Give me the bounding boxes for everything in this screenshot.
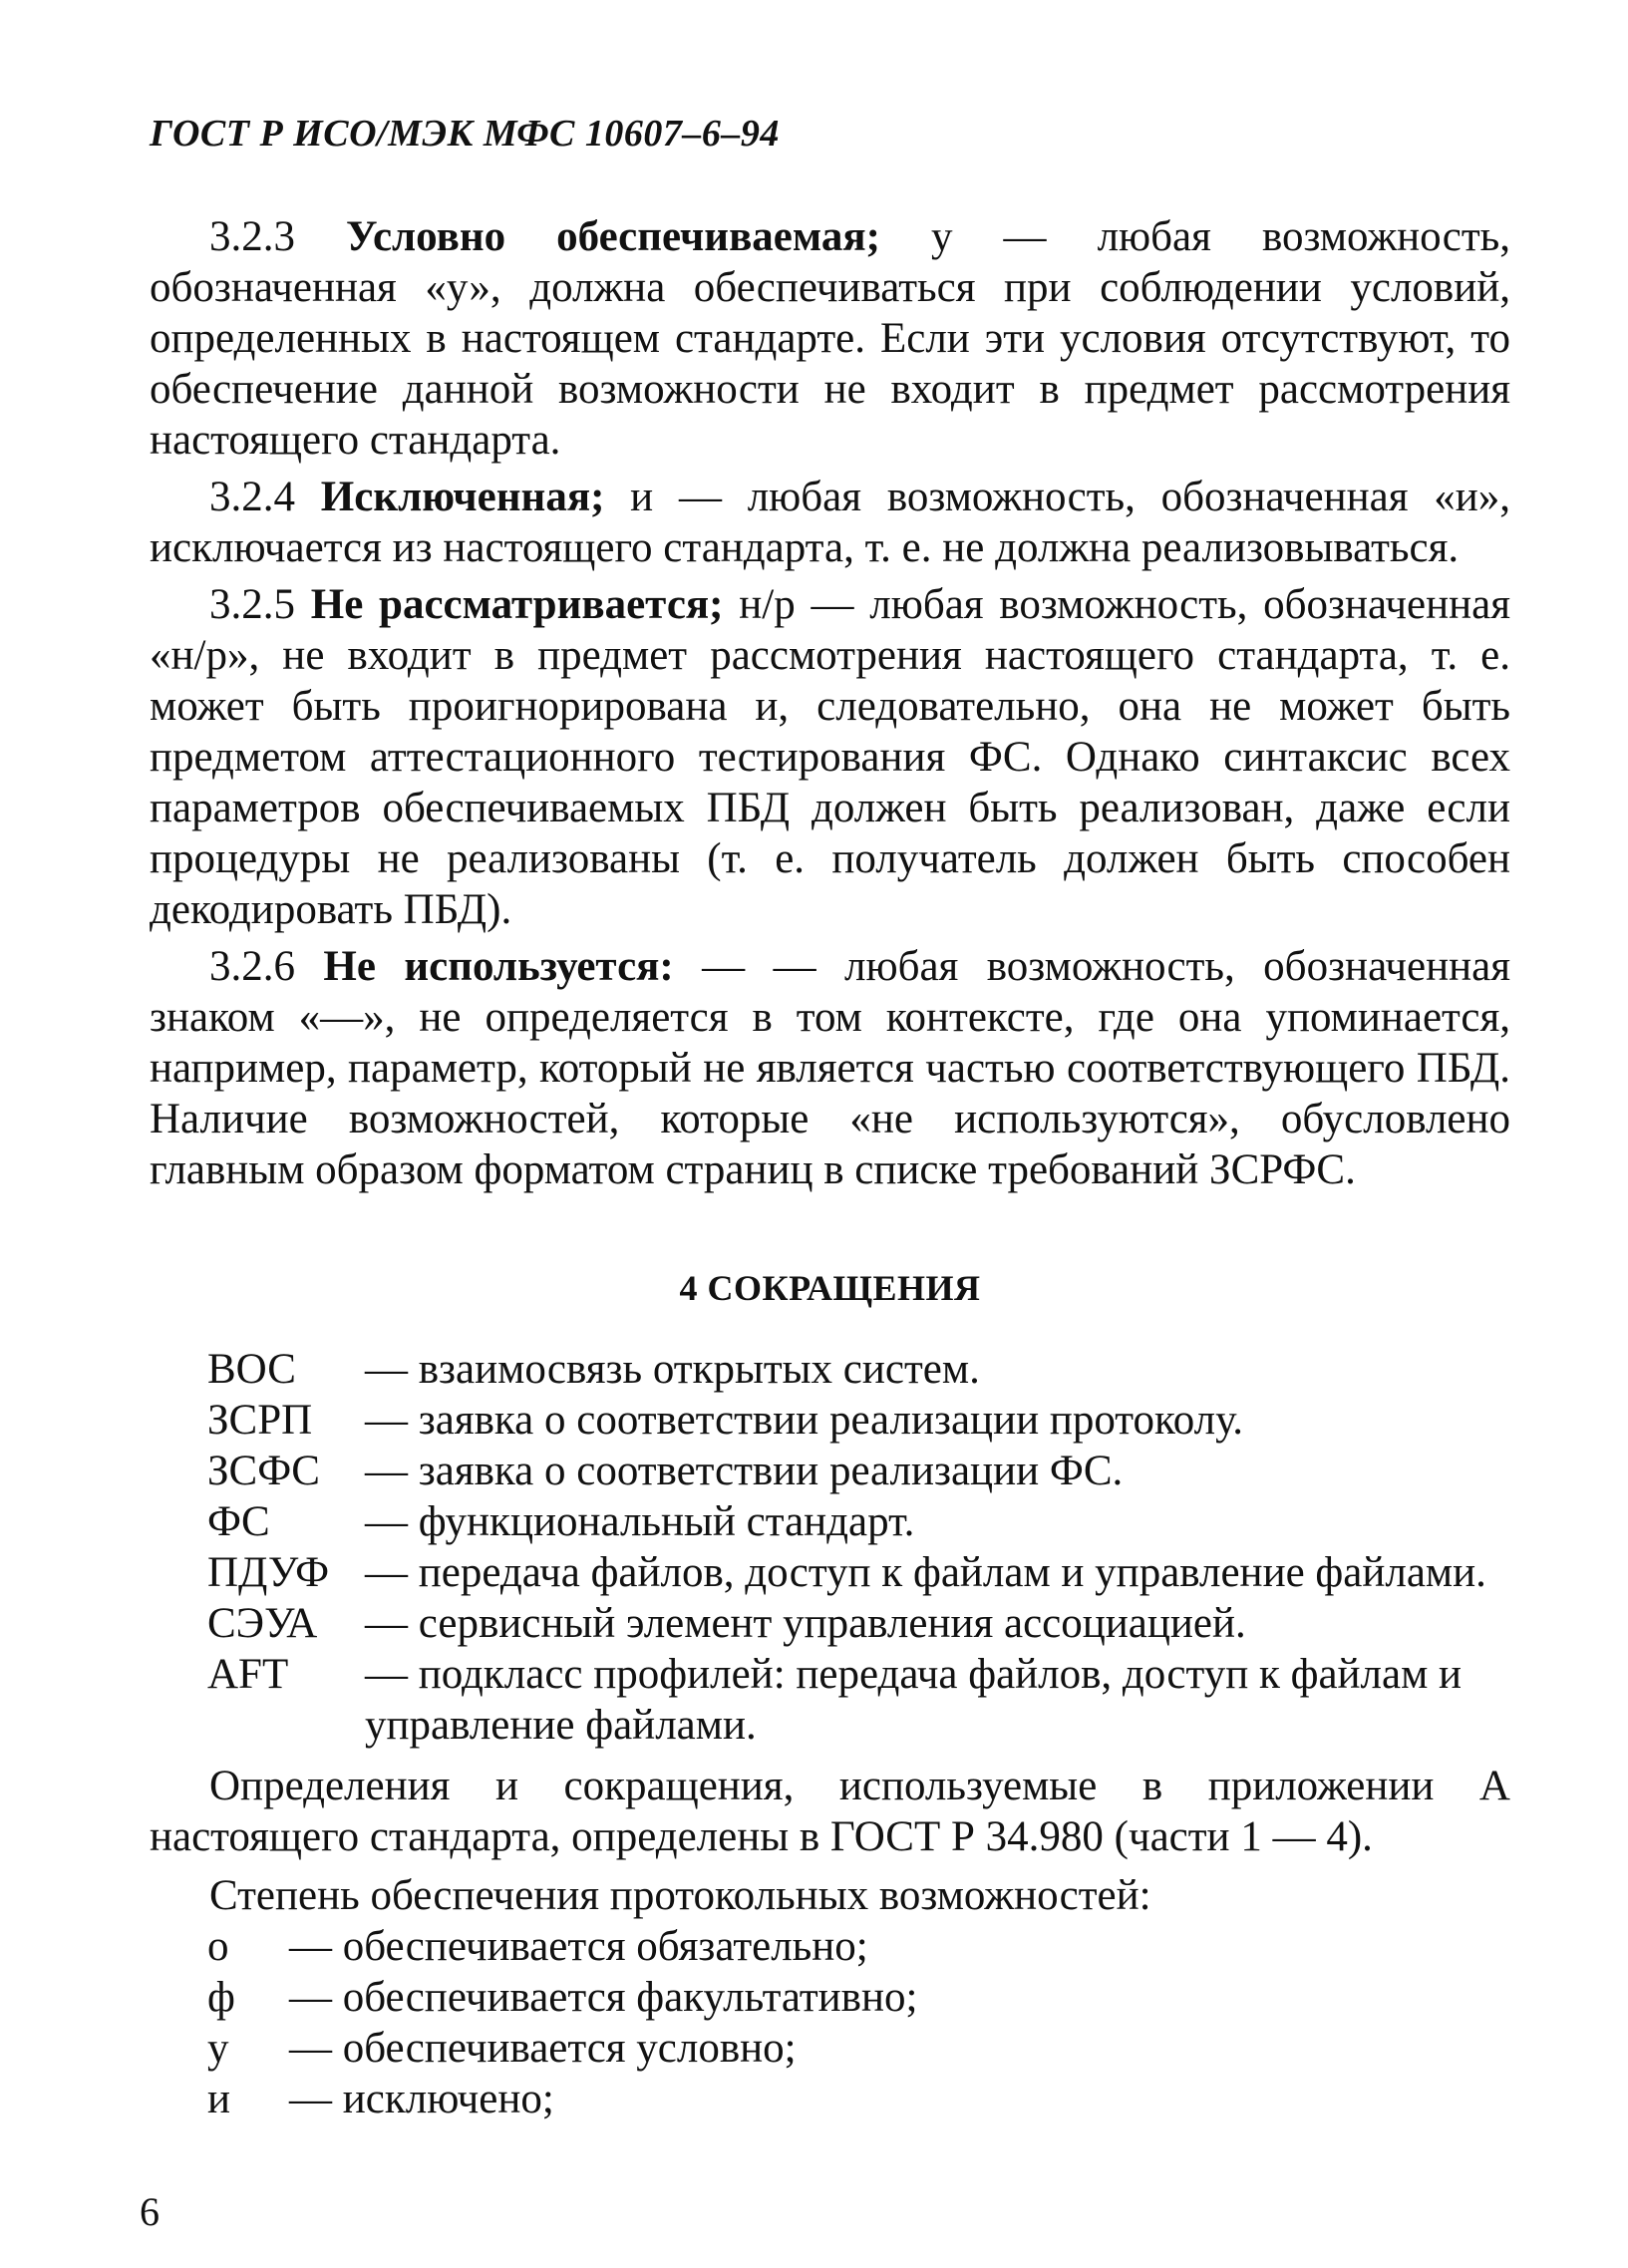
- abbreviation-code: СЭУА: [207, 1600, 318, 1647]
- abbreviation-list: [207, 1344, 1510, 1751]
- degree-row: [207, 1972, 1510, 2023]
- running-head: ГОСТ Р ИСО/МЭК МФС 10607–6–94: [150, 113, 780, 155]
- degree-row: [207, 2074, 1510, 2124]
- clause-3-2-6: [150, 941, 1510, 1195]
- clause-3-2-3: [150, 211, 1510, 466]
- abbreviation-row: [207, 1395, 1510, 1446]
- abbreviation-code: ВОС: [207, 1346, 296, 1393]
- clause-number: 3.2.6: [209, 943, 295, 990]
- abbreviation-definition: — подкласс профилей: передача файлов, доступ к файлам и управление файлами.: [365, 1651, 1463, 1749]
- clause-number: 3.2.5: [209, 581, 295, 628]
- abbreviation-code: ФС: [207, 1498, 270, 1545]
- abbreviation-definition: — передача файлов, доступ к файлам и управление файлами.: [365, 1549, 1486, 1596]
- clause-term: Не используется:: [323, 943, 674, 990]
- degree-meaning: — обеспечивается условно;: [289, 2025, 797, 2072]
- body-text: [150, 211, 1510, 2124]
- degree-meaning: — обеспечивается обязательно;: [289, 1923, 868, 1970]
- clause-3-2-5: [150, 579, 1510, 935]
- abbreviation-definition: — взаимосвязь открытых систем.: [365, 1346, 980, 1393]
- abbreviation-definition: — сервисный элемент управления ассоциацией.: [365, 1600, 1246, 1647]
- abbreviation-row: [207, 1598, 1510, 1649]
- clause-3-2-4: [150, 472, 1510, 573]
- clause-text: у — любая возможность, обозначенная «у», должна обеспечиваться при соблюдении условий, определенных в настоящем стандарте. Если эти условия отсутствуют, то обеспечение данной возможности не входит в предмет рассмотрения настоящего стандарта.: [150, 213, 1510, 464]
- page-number: 6: [140, 2189, 160, 2234]
- clause-text: и — любая возможность, обозначенная «и», исключается из настоящего стандарта, т. е. не должна реализовываться.: [150, 474, 1511, 571]
- degree-code: ф: [207, 1974, 235, 2021]
- degree-intro: Степень обеспечения протокольных возможностей:: [209, 1872, 1151, 1919]
- clause-term: Не рассматривается;: [310, 581, 724, 628]
- clause-term: Условно обеспечиваемая;: [346, 213, 880, 260]
- abbreviation-row: [207, 1344, 1510, 1395]
- section-heading: 4 СОКРАЩЕНИЯ: [679, 1268, 981, 1308]
- abbreviation-row: [207, 1446, 1510, 1496]
- degree-list: [207, 1921, 1510, 2124]
- clause-text: — — любая возможность, обозначенная знаком «—», не определяется в том контексте, где она упоминается, например, параметр, который не является частью соответствующего ПБД. Наличие возможностей, которые «не используются», обусловлено главным образом форматом страниц в списке требований ЗСРФС.: [150, 943, 1511, 1193]
- abbreviation-row: [207, 1496, 1510, 1547]
- abbreviation-definition: — заявка о соответствии реализации ФС.: [365, 1448, 1124, 1494]
- degree-row: [207, 1921, 1510, 1972]
- clause-term: Исключенная;: [320, 474, 605, 520]
- abbreviation-definition: — функциональный стандарт.: [365, 1498, 915, 1545]
- abbreviation-code: ЗСФС: [207, 1448, 320, 1494]
- degree-code: о: [207, 1923, 229, 1970]
- degree-meaning: — исключено;: [289, 2076, 554, 2122]
- degree-code: и: [207, 2076, 231, 2122]
- abbreviation-row: [207, 1649, 1510, 1751]
- degree-row: [207, 2023, 1510, 2074]
- abbreviation-code: ЗСРП: [207, 1397, 313, 1444]
- clause-number: 3.2.4: [209, 474, 295, 520]
- degree-meaning: — обеспечивается факультативно;: [289, 1974, 918, 2021]
- definitions-note: Определения и сокращения, используемые в приложении А настоящего стандарта, определены в ГОСТ Р 34.980 (части 1 — 4).: [150, 1763, 1510, 1860]
- degree-code: у: [207, 2025, 229, 2072]
- abbreviation-definition: — заявка о соответствии реализации протоколу.: [365, 1397, 1244, 1444]
- abbreviation-code: ПДУФ: [207, 1549, 330, 1596]
- clause-text: н/р — любая возможность, обозначенная «н/р», не входит в предмет рассмотрения настоящего стандарта, т. е. может быть проигнорирована и, следовательно, она не может быть предметом аттестационного тестирования ФС. Однако синтаксис всех параметров обеспечиваемых ПБД должен быть реализован, даже если процедуры не реализованы (т. е. получатель должен быть способен декодировать ПБД).: [150, 581, 1510, 933]
- abbreviation-code: AFT: [207, 1651, 289, 1698]
- abbreviation-row: [207, 1547, 1510, 1598]
- clause-number: 3.2.3: [209, 213, 295, 260]
